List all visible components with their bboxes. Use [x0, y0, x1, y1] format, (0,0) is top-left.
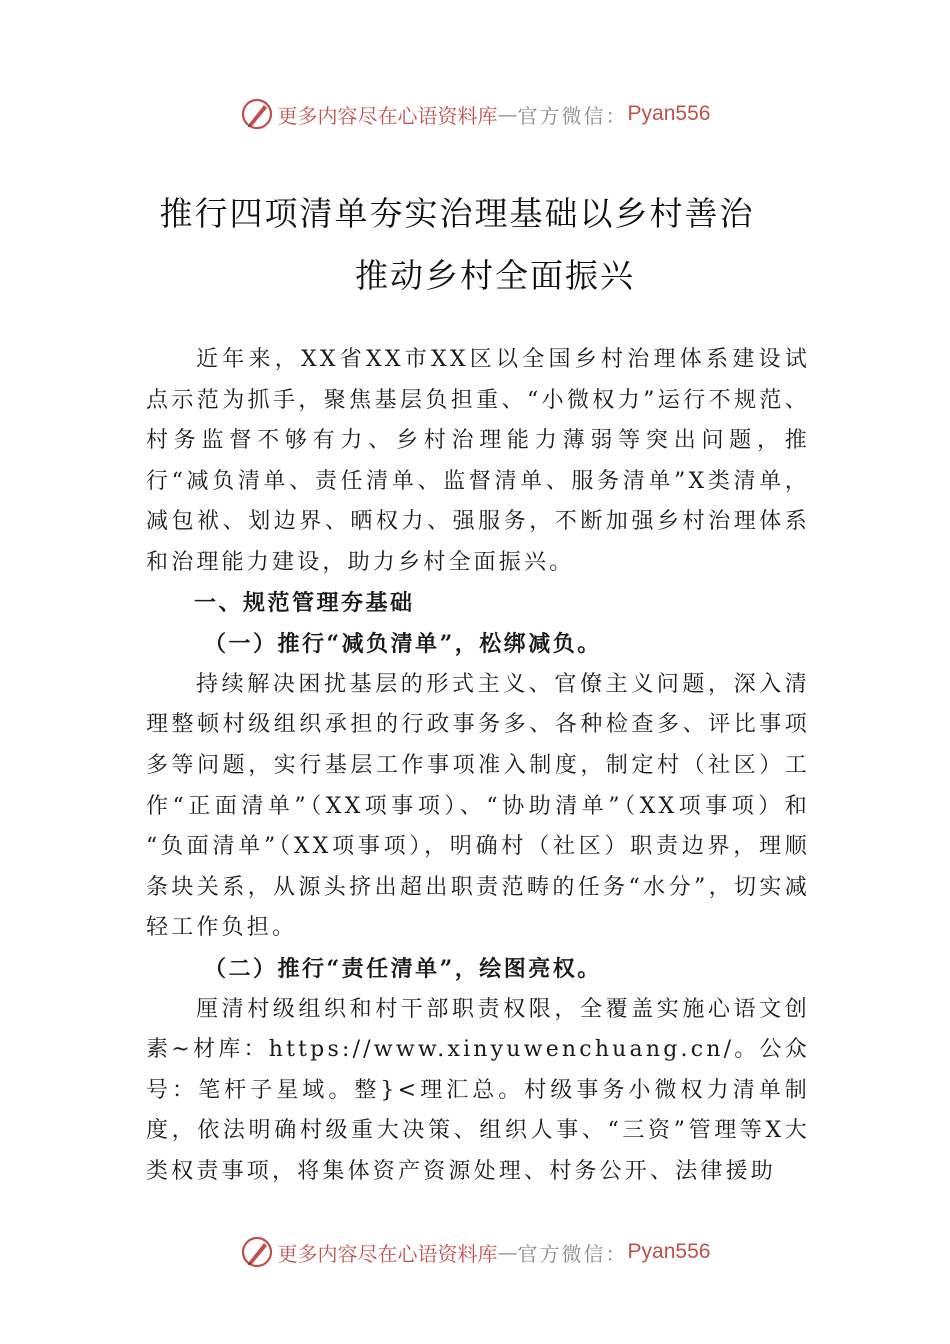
section-heading-1: 一、规范管理夯基础: [194, 590, 415, 616]
pen-logo-icon: [240, 97, 274, 131]
document-title-line-2: 推动乡村全面振兴: [355, 256, 635, 295]
footer-dash: —: [497, 1240, 518, 1264]
banner-wechat-label: 官方微信：: [517, 103, 628, 128]
footer-banner: [0, 1232, 950, 1272]
document-title-line-1: 推行四项清单夯实治理基础以乡村善治: [159, 194, 755, 233]
footer-wechat-id: Pyan556: [627, 1240, 711, 1263]
subsection-heading-2: （二）推行“责任清单”，绘图亮权。: [204, 955, 602, 982]
subsection-heading-1: （一）推行“减负清单”，松绑减负。: [204, 631, 602, 658]
footer-brand-text: 更多内容尽在心语资料库: [277, 1241, 498, 1266]
document-body: [146, 340, 810, 1192]
header-banner: [0, 94, 950, 134]
subsection-1-paragraph: 持续解决困扰基层的形式主义、官僚主义问题，深入清理整顿村级组织承担的行政事务多、各种检查多、评比事项多等问题，实行基层工作事项准入制度，制定村（社区）工作“正面清单”（XX项事项）、“协助清单”（XX项事项）和 “负面清单”（XX项事项），明确村（社区）职责边界，理顺条块关系，从源头挤出超出职责范畴的任务“水分”，切实减轻工作负担。: [146, 671, 810, 941]
pen-logo-icon: [240, 1235, 274, 1269]
banner-brand-text: 更多内容尽在心语资料库: [277, 103, 498, 128]
intro-paragraph: 近年来，XX省XX市XX区以全国乡村治理体系建设试点示范为抓手，聚焦基层负担重、“小微权力”运行不规范、村务监督不够有力、乡村治理能力薄弱等突出问题，推行“减负清单、责任清单、监督清单、服务清单”X类清单，减包袱、划边界、晒权力、强服务，不断加强乡村治理体系和治理能力建设，助力乡村全面振兴。: [146, 347, 810, 575]
banner-wechat-id: Pyan556: [627, 102, 711, 125]
banner-dash: —: [497, 102, 518, 126]
subsection-2-paragraph: 厘清村级组织和村干部职责权限，全覆盖实施心语文创素~材库：https://www.xinyuwenchuang.cn/。公众号：笔杆子星域。整}<理汇总。村级事务小微权力清单制度，依法明确村级重大决策、组织人事、“三资”管理等X大类权责事项，将集体资产资源处理、村务公开、法律援助: [146, 996, 810, 1184]
footer-wechat-label: 官方微信：: [517, 1241, 628, 1266]
